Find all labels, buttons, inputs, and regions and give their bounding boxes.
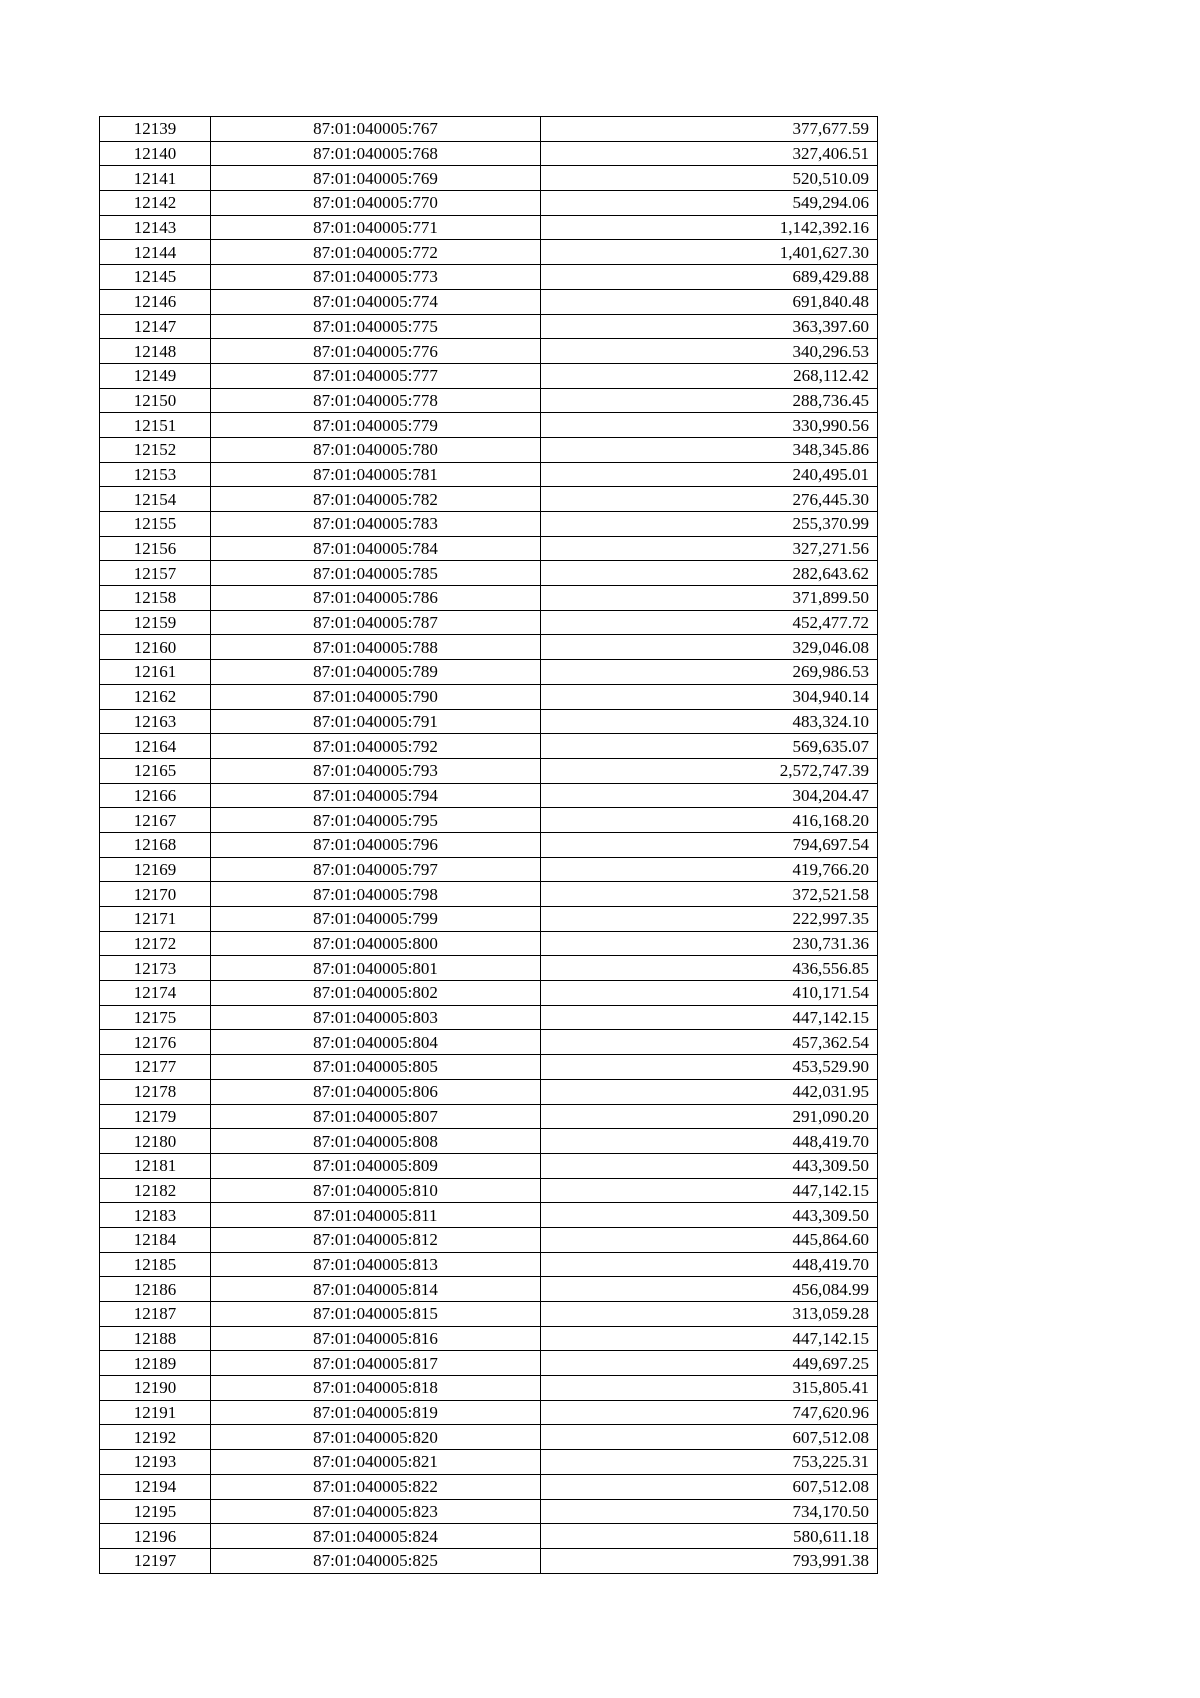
cadastral-value-cell: 453,529.90 xyxy=(541,1055,878,1080)
row-number-cell: 12160 xyxy=(100,635,211,660)
table-row xyxy=(100,166,878,191)
table-row xyxy=(100,660,878,685)
table-row xyxy=(100,1227,878,1252)
cadastral-number-cell: 87:01:040005:807 xyxy=(211,1104,541,1129)
table-row xyxy=(100,1450,878,1475)
table-row xyxy=(100,857,878,882)
cadastral-value-cell: 222,997.35 xyxy=(541,907,878,932)
cadastral-value-cell: 276,445.30 xyxy=(541,487,878,512)
cadastral-value-cell: 580,611.18 xyxy=(541,1524,878,1549)
table-row xyxy=(100,1425,878,1450)
cadastral-number-cell: 87:01:040005:802 xyxy=(211,981,541,1006)
cadastral-number-cell: 87:01:040005:779 xyxy=(211,413,541,438)
cadastral-value-cell: 340,296.53 xyxy=(541,339,878,364)
row-number-cell: 12145 xyxy=(100,265,211,290)
cadastral-value-cell: 607,512.08 xyxy=(541,1425,878,1450)
row-number-cell: 12144 xyxy=(100,240,211,265)
table-row xyxy=(100,1203,878,1228)
cadastral-number-cell: 87:01:040005:818 xyxy=(211,1376,541,1401)
cadastral-number-cell: 87:01:040005:798 xyxy=(211,882,541,907)
cadastral-number-cell: 87:01:040005:791 xyxy=(211,709,541,734)
table-row xyxy=(100,1277,878,1302)
row-number-cell: 12141 xyxy=(100,166,211,191)
row-number-cell: 12195 xyxy=(100,1499,211,1524)
row-number-cell: 12162 xyxy=(100,684,211,709)
cadastral-number-cell: 87:01:040005:811 xyxy=(211,1203,541,1228)
cadastral-number-cell: 87:01:040005:770 xyxy=(211,191,541,216)
cadastral-number-cell: 87:01:040005:780 xyxy=(211,437,541,462)
cadastral-value-cell: 291,090.20 xyxy=(541,1104,878,1129)
cadastral-value-cell: 794,697.54 xyxy=(541,832,878,857)
cadastral-number-cell: 87:01:040005:794 xyxy=(211,783,541,808)
row-number-cell: 12178 xyxy=(100,1079,211,1104)
table-row xyxy=(100,1030,878,1055)
cadastral-value-cell: 569,635.07 xyxy=(541,734,878,759)
cadastral-number-cell: 87:01:040005:813 xyxy=(211,1252,541,1277)
cadastral-number-cell: 87:01:040005:823 xyxy=(211,1499,541,1524)
cadastral-number-cell: 87:01:040005:774 xyxy=(211,289,541,314)
cadastral-number-cell: 87:01:040005:768 xyxy=(211,141,541,166)
cadastral-value-cell: 371,899.50 xyxy=(541,586,878,611)
row-number-cell: 12146 xyxy=(100,289,211,314)
row-number-cell: 12172 xyxy=(100,931,211,956)
cadastral-number-cell: 87:01:040005:778 xyxy=(211,388,541,413)
cadastral-value-cell: 313,059.28 xyxy=(541,1302,878,1327)
cadastral-value-cell: 327,406.51 xyxy=(541,141,878,166)
row-number-cell: 12181 xyxy=(100,1153,211,1178)
table-row xyxy=(100,388,878,413)
table-row xyxy=(100,1524,878,1549)
row-number-cell: 12171 xyxy=(100,907,211,932)
table-row xyxy=(100,758,878,783)
cadastral-number-cell: 87:01:040005:786 xyxy=(211,586,541,611)
cadastre-value-table xyxy=(99,116,878,1574)
table-row xyxy=(100,339,878,364)
cadastral-number-cell: 87:01:040005:784 xyxy=(211,536,541,561)
cadastral-value-cell: 1,142,392.16 xyxy=(541,215,878,240)
table-row xyxy=(100,808,878,833)
cadastral-number-cell: 87:01:040005:806 xyxy=(211,1079,541,1104)
cadastral-value-cell: 329,046.08 xyxy=(541,635,878,660)
cadastral-number-cell: 87:01:040005:799 xyxy=(211,907,541,932)
cadastral-value-cell: 447,142.15 xyxy=(541,1326,878,1351)
table-row xyxy=(100,1252,878,1277)
cadastral-value-cell: 443,309.50 xyxy=(541,1203,878,1228)
cadastral-number-cell: 87:01:040005:793 xyxy=(211,758,541,783)
cadastral-value-cell: 447,142.15 xyxy=(541,1005,878,1030)
cadastral-number-cell: 87:01:040005:767 xyxy=(211,117,541,142)
row-number-cell: 12192 xyxy=(100,1425,211,1450)
row-number-cell: 12188 xyxy=(100,1326,211,1351)
cadastral-value-cell: 747,620.96 xyxy=(541,1400,878,1425)
cadastral-number-cell: 87:01:040005:805 xyxy=(211,1055,541,1080)
table-row xyxy=(100,1005,878,1030)
cadastral-value-cell: 689,429.88 xyxy=(541,265,878,290)
cadastral-number-cell: 87:01:040005:803 xyxy=(211,1005,541,1030)
cadastral-number-cell: 87:01:040005:822 xyxy=(211,1474,541,1499)
row-number-cell: 12148 xyxy=(100,339,211,364)
table-row xyxy=(100,882,878,907)
row-number-cell: 12180 xyxy=(100,1129,211,1154)
table-row xyxy=(100,1474,878,1499)
row-number-cell: 12193 xyxy=(100,1450,211,1475)
table-row xyxy=(100,981,878,1006)
cadastral-value-cell: 449,697.25 xyxy=(541,1351,878,1376)
cadastral-value-cell: 456,084.99 xyxy=(541,1277,878,1302)
table-row xyxy=(100,215,878,240)
table-row xyxy=(100,907,878,932)
cadastral-number-cell: 87:01:040005:795 xyxy=(211,808,541,833)
table-row xyxy=(100,832,878,857)
table-row xyxy=(100,561,878,586)
cadastral-number-cell: 87:01:040005:824 xyxy=(211,1524,541,1549)
table-row xyxy=(100,734,878,759)
table-row xyxy=(100,783,878,808)
cadastral-number-cell: 87:01:040005:819 xyxy=(211,1400,541,1425)
cadastral-value-cell: 372,521.58 xyxy=(541,882,878,907)
cadastral-value-cell: 255,370.99 xyxy=(541,512,878,537)
row-number-cell: 12194 xyxy=(100,1474,211,1499)
table-row xyxy=(100,1326,878,1351)
table-row xyxy=(100,684,878,709)
table-row xyxy=(100,635,878,660)
table-row xyxy=(100,931,878,956)
row-number-cell: 12189 xyxy=(100,1351,211,1376)
cadastral-value-cell: 315,805.41 xyxy=(541,1376,878,1401)
row-number-cell: 12158 xyxy=(100,586,211,611)
row-number-cell: 12155 xyxy=(100,512,211,537)
row-number-cell: 12186 xyxy=(100,1277,211,1302)
cadastral-value-cell: 448,419.70 xyxy=(541,1129,878,1154)
cadastral-value-cell: 304,940.14 xyxy=(541,684,878,709)
row-number-cell: 12150 xyxy=(100,388,211,413)
cadastral-value-cell: 268,112.42 xyxy=(541,363,878,388)
row-number-cell: 12179 xyxy=(100,1104,211,1129)
cadastral-value-cell: 691,840.48 xyxy=(541,289,878,314)
table-row xyxy=(100,1178,878,1203)
row-number-cell: 12174 xyxy=(100,981,211,1006)
row-number-cell: 12142 xyxy=(100,191,211,216)
cadastral-number-cell: 87:01:040005:773 xyxy=(211,265,541,290)
cadastral-number-cell: 87:01:040005:785 xyxy=(211,561,541,586)
table-row xyxy=(100,1376,878,1401)
cadastral-number-cell: 87:01:040005:782 xyxy=(211,487,541,512)
cadastral-value-cell: 348,345.86 xyxy=(541,437,878,462)
table-row xyxy=(100,314,878,339)
cadastral-number-cell: 87:01:040005:769 xyxy=(211,166,541,191)
row-number-cell: 12165 xyxy=(100,758,211,783)
cadastral-value-cell: 288,736.45 xyxy=(541,388,878,413)
cadastral-number-cell: 87:01:040005:772 xyxy=(211,240,541,265)
row-number-cell: 12196 xyxy=(100,1524,211,1549)
row-number-cell: 12164 xyxy=(100,734,211,759)
table-row xyxy=(100,363,878,388)
table-row xyxy=(100,240,878,265)
table-row xyxy=(100,413,878,438)
table-row xyxy=(100,610,878,635)
cadastral-number-cell: 87:01:040005:796 xyxy=(211,832,541,857)
cadastral-value-cell: 452,477.72 xyxy=(541,610,878,635)
table-row xyxy=(100,1548,878,1573)
cadastral-value-cell: 445,864.60 xyxy=(541,1227,878,1252)
row-number-cell: 12140 xyxy=(100,141,211,166)
row-number-cell: 12187 xyxy=(100,1302,211,1327)
cadastral-number-cell: 87:01:040005:789 xyxy=(211,660,541,685)
cadastral-number-cell: 87:01:040005:820 xyxy=(211,1425,541,1450)
table-row xyxy=(100,536,878,561)
table-row xyxy=(100,117,878,142)
cadastral-number-cell: 87:01:040005:814 xyxy=(211,1277,541,1302)
row-number-cell: 12173 xyxy=(100,956,211,981)
table-row xyxy=(100,191,878,216)
table-row xyxy=(100,289,878,314)
cadastral-value-cell: 304,204.47 xyxy=(541,783,878,808)
cadastral-value-cell: 734,170.50 xyxy=(541,1499,878,1524)
cadastral-value-cell: 1,401,627.30 xyxy=(541,240,878,265)
cadastral-value-cell: 2,572,747.39 xyxy=(541,758,878,783)
cadastral-number-cell: 87:01:040005:808 xyxy=(211,1129,541,1154)
cadastral-value-cell: 410,171.54 xyxy=(541,981,878,1006)
cadastral-number-cell: 87:01:040005:787 xyxy=(211,610,541,635)
row-number-cell: 12170 xyxy=(100,882,211,907)
cadastral-number-cell: 87:01:040005:815 xyxy=(211,1302,541,1327)
cadastral-value-cell: 416,168.20 xyxy=(541,808,878,833)
cadastral-number-cell: 87:01:040005:797 xyxy=(211,857,541,882)
table-row xyxy=(100,1499,878,1524)
cadastral-number-cell: 87:01:040005:817 xyxy=(211,1351,541,1376)
table-row xyxy=(100,462,878,487)
table-row xyxy=(100,1400,878,1425)
table-body xyxy=(100,117,878,1574)
row-number-cell: 12168 xyxy=(100,832,211,857)
cadastral-number-cell: 87:01:040005:788 xyxy=(211,635,541,660)
row-number-cell: 12139 xyxy=(100,117,211,142)
cadastral-number-cell: 87:01:040005:790 xyxy=(211,684,541,709)
cadastral-value-cell: 607,512.08 xyxy=(541,1474,878,1499)
cadastral-value-cell: 269,986.53 xyxy=(541,660,878,685)
cadastral-value-cell: 442,031.95 xyxy=(541,1079,878,1104)
row-number-cell: 12152 xyxy=(100,437,211,462)
cadastral-value-cell: 457,362.54 xyxy=(541,1030,878,1055)
cadastral-value-cell: 230,731.36 xyxy=(541,931,878,956)
row-number-cell: 12166 xyxy=(100,783,211,808)
row-number-cell: 12163 xyxy=(100,709,211,734)
table-row xyxy=(100,1104,878,1129)
table-row xyxy=(100,1351,878,1376)
cadastral-number-cell: 87:01:040005:783 xyxy=(211,512,541,537)
cadastral-number-cell: 87:01:040005:777 xyxy=(211,363,541,388)
row-number-cell: 12149 xyxy=(100,363,211,388)
cadastral-value-cell: 448,419.70 xyxy=(541,1252,878,1277)
table-row xyxy=(100,512,878,537)
row-number-cell: 12154 xyxy=(100,487,211,512)
cadastral-value-cell: 436,556.85 xyxy=(541,956,878,981)
cadastral-value-cell: 443,309.50 xyxy=(541,1153,878,1178)
cadastral-number-cell: 87:01:040005:810 xyxy=(211,1178,541,1203)
row-number-cell: 12175 xyxy=(100,1005,211,1030)
table-row xyxy=(100,586,878,611)
cadastral-value-cell: 240,495.01 xyxy=(541,462,878,487)
row-number-cell: 12191 xyxy=(100,1400,211,1425)
table-row xyxy=(100,141,878,166)
cadastral-value-cell: 793,991.38 xyxy=(541,1548,878,1573)
row-number-cell: 12185 xyxy=(100,1252,211,1277)
cadastral-number-cell: 87:01:040005:804 xyxy=(211,1030,541,1055)
row-number-cell: 12157 xyxy=(100,561,211,586)
table-row xyxy=(100,1153,878,1178)
row-number-cell: 12167 xyxy=(100,808,211,833)
cadastral-value-cell: 327,271.56 xyxy=(541,536,878,561)
row-number-cell: 12182 xyxy=(100,1178,211,1203)
cadastral-number-cell: 87:01:040005:816 xyxy=(211,1326,541,1351)
table-row xyxy=(100,956,878,981)
cadastral-number-cell: 87:01:040005:809 xyxy=(211,1153,541,1178)
cadastral-value-cell: 520,510.09 xyxy=(541,166,878,191)
cadastral-value-cell: 549,294.06 xyxy=(541,191,878,216)
table-row xyxy=(100,265,878,290)
row-number-cell: 12147 xyxy=(100,314,211,339)
row-number-cell: 12184 xyxy=(100,1227,211,1252)
table-row xyxy=(100,1302,878,1327)
row-number-cell: 12183 xyxy=(100,1203,211,1228)
cadastral-value-cell: 447,142.15 xyxy=(541,1178,878,1203)
cadastral-number-cell: 87:01:040005:775 xyxy=(211,314,541,339)
cadastral-number-cell: 87:01:040005:776 xyxy=(211,339,541,364)
table-row xyxy=(100,1129,878,1154)
cadastral-value-cell: 363,397.60 xyxy=(541,314,878,339)
cadastral-number-cell: 87:01:040005:792 xyxy=(211,734,541,759)
row-number-cell: 12177 xyxy=(100,1055,211,1080)
row-number-cell: 12169 xyxy=(100,857,211,882)
row-number-cell: 12176 xyxy=(100,1030,211,1055)
cadastral-value-cell: 377,677.59 xyxy=(541,117,878,142)
row-number-cell: 12143 xyxy=(100,215,211,240)
row-number-cell: 12153 xyxy=(100,462,211,487)
cadastral-number-cell: 87:01:040005:825 xyxy=(211,1548,541,1573)
cadastral-value-cell: 330,990.56 xyxy=(541,413,878,438)
table-row xyxy=(100,1055,878,1080)
cadastral-number-cell: 87:01:040005:821 xyxy=(211,1450,541,1475)
table-row xyxy=(100,437,878,462)
table-row xyxy=(100,709,878,734)
cadastral-value-cell: 753,225.31 xyxy=(541,1450,878,1475)
row-number-cell: 12159 xyxy=(100,610,211,635)
cadastral-number-cell: 87:01:040005:781 xyxy=(211,462,541,487)
row-number-cell: 12156 xyxy=(100,536,211,561)
cadastral-value-cell: 282,643.62 xyxy=(541,561,878,586)
cadastral-number-cell: 87:01:040005:801 xyxy=(211,956,541,981)
row-number-cell: 12197 xyxy=(100,1548,211,1573)
cadastral-value-cell: 419,766.20 xyxy=(541,857,878,882)
table-row xyxy=(100,1079,878,1104)
row-number-cell: 12151 xyxy=(100,413,211,438)
row-number-cell: 12161 xyxy=(100,660,211,685)
cadastral-number-cell: 87:01:040005:771 xyxy=(211,215,541,240)
table-row xyxy=(100,487,878,512)
row-number-cell: 12190 xyxy=(100,1376,211,1401)
cadastral-number-cell: 87:01:040005:800 xyxy=(211,931,541,956)
cadastral-number-cell: 87:01:040005:812 xyxy=(211,1227,541,1252)
cadastral-value-cell: 483,324.10 xyxy=(541,709,878,734)
